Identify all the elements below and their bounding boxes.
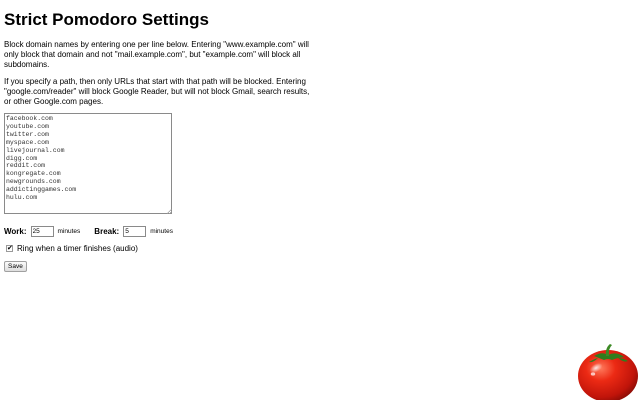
ring-checkbox-label[interactable]: Ring when a timer finishes (audio) <box>17 243 138 253</box>
blocked-domains-textarea[interactable] <box>4 113 172 214</box>
break-minutes-input[interactable] <box>123 226 146 237</box>
tomato-icon <box>572 336 640 400</box>
work-unit-label: minutes <box>57 227 81 235</box>
break-unit-label: minutes <box>150 227 173 235</box>
textarea-resize-handle[interactable] <box>167 209 172 214</box>
work-minutes-input[interactable] <box>31 226 54 237</box>
work-label: Work: <box>4 226 27 236</box>
save-button[interactable]: Save <box>4 261 27 272</box>
timer-settings-row <box>4 225 173 237</box>
ring-option-row <box>6 242 138 254</box>
page-title: Strict Pomodoro Settings <box>4 10 209 29</box>
break-label: Break: <box>94 226 120 236</box>
instructions-paragraph-paths: If you specify a path, then only URLs that start with that path will be blocked. Entering "google.com/reader" will block Google Reader, but will not block Gmail, search results, or other Google.com pages. <box>4 77 310 106</box>
instructions-paragraph-domains: Block domain names by entering one per line below. Entering "www.example.com" will only block that domain and not "mail.example.com", but "example.com" will block all subdomains. <box>4 40 309 69</box>
ring-checkbox[interactable]: ✔ <box>7 244 13 252</box>
